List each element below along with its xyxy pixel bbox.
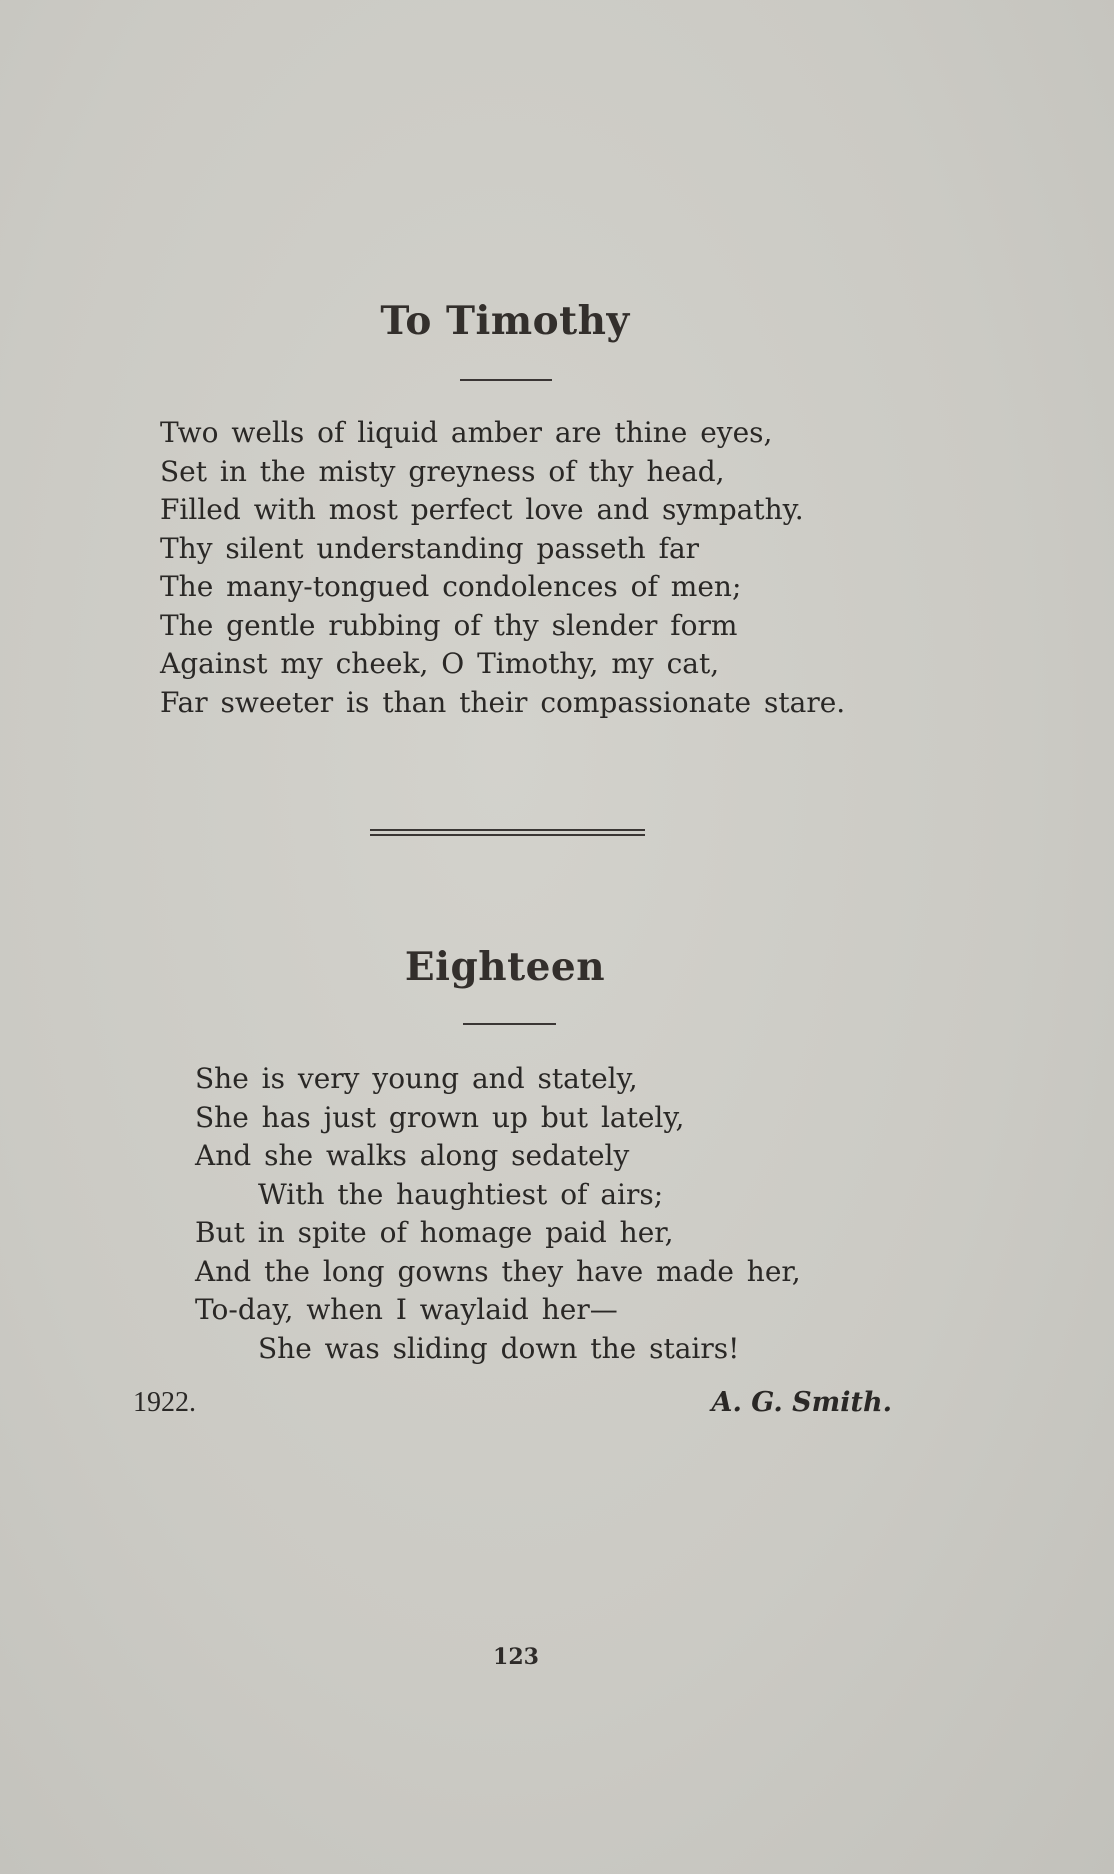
poem-line: She has just grown up but lately,: [195, 1100, 685, 1134]
poem-line: But in spite of homage paid her,: [195, 1216, 674, 1249]
poem-line: Far sweeter is than their compassionate stare.: [160, 685, 846, 719]
title-underline: [463, 1023, 556, 1025]
poem-body-to-timothy: [160, 414, 845, 722]
poem-line: Two wells of liquid amber are thine eyes,: [160, 416, 773, 449]
poem-line: Against my cheek, O Timothy, my cat,: [160, 647, 720, 680]
poem-line: The gentle rubbing of thy slender form: [160, 608, 738, 642]
poem-line: Set in the misty greyness of thy head,: [160, 454, 725, 488]
page-number: 123: [493, 1644, 539, 1670]
poem-title-to-timothy: To Timothy: [380, 298, 630, 344]
poem-line: With the haughtiest of airs;: [258, 1177, 664, 1211]
poem-body-eighteen: [195, 1060, 801, 1368]
poem-line: To-day, when I waylaid her—: [195, 1293, 618, 1326]
publication-year: 1922.: [133, 1387, 196, 1418]
poem-line: Thy silent understanding passeth far: [160, 531, 700, 565]
poem-title-eighteen: Eighteen: [404, 944, 606, 990]
poem-line: Filled with most perfect love and sympathy.: [160, 493, 804, 526]
author-signature: A. G. Smith.: [711, 1387, 892, 1418]
poem-line: The many-tongued condolences of men;: [160, 570, 742, 603]
poem-line: She is very young and stately,: [195, 1062, 638, 1095]
poem-line: She was sliding down the stairs!: [258, 1331, 740, 1365]
poem-line: And she walks along sedately: [195, 1139, 630, 1172]
title-underline: [460, 379, 552, 381]
section-divider: [370, 829, 645, 836]
poem-line: And the long gowns they have made her,: [195, 1254, 801, 1288]
